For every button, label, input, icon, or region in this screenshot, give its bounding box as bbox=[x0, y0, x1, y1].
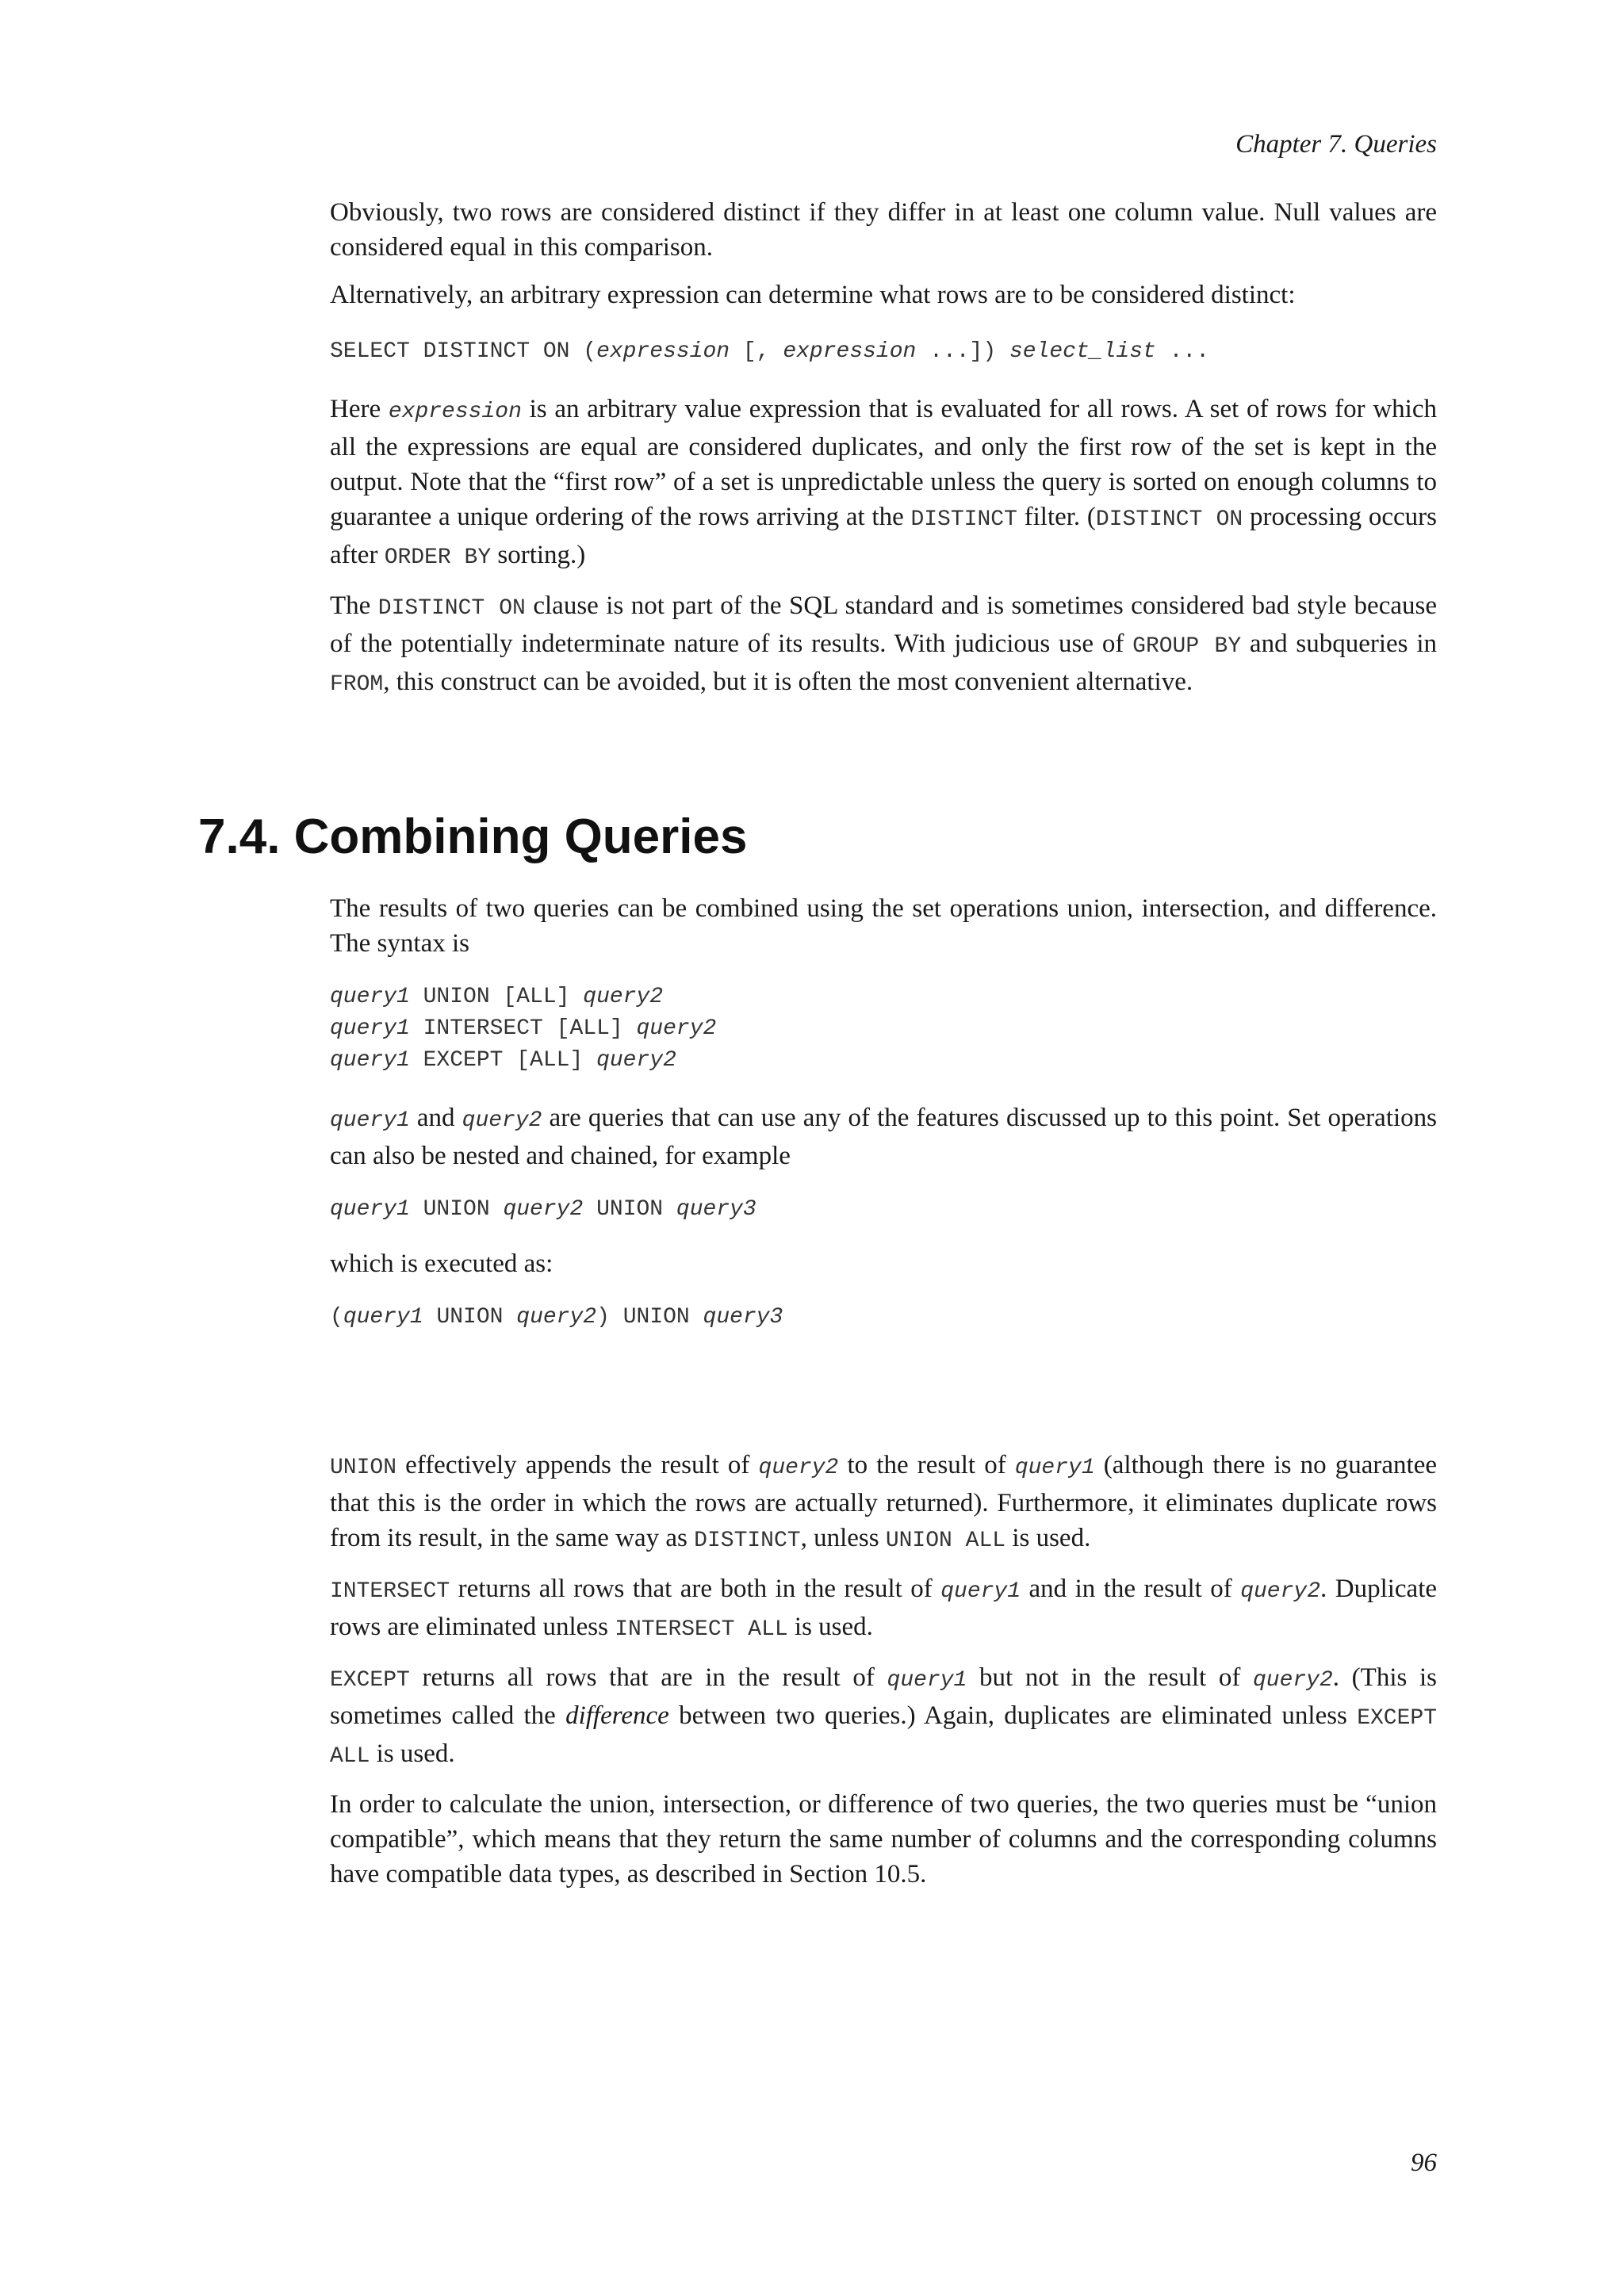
code-chained-union: query1 UNION query2 UNION query3 bbox=[330, 1197, 756, 1222]
intro-block bbox=[330, 195, 1437, 702]
paragraph-set-operations: The results of two queries can be combined using the set operations union, intersection, and difference. The syntax is bbox=[330, 894, 1437, 958]
paragraph-intersect: INTERSECT returns all rows that are both in the result of query1 and in the result of query2. Duplicate rows are eliminated unless INTERSECT ALL is used. bbox=[330, 1575, 1438, 1642]
inline-code: query1 bbox=[887, 1668, 967, 1693]
paragraph-union: UNION effectively appends the result of query2 to the result of query1 (although there is no guarantee that this is the order in which the rows are actually returned). Furthermore, it eliminates duplicate rows from its result, in the same way as DISTINCT, unless UNION ALL is used. bbox=[330, 1451, 1437, 1553]
inline-code: ORDER BY bbox=[384, 545, 492, 570]
inline-code: query2 bbox=[1240, 1579, 1321, 1604]
paragraph-except: EXCEPT returns all rows that are in the result of query1 but not in the result of query2. (This is sometimes called the difference between two queries.) Again, duplicates are eliminated unless EXCEPT ALL is used. bbox=[330, 1663, 1438, 1769]
inline-code: UNION ALL bbox=[885, 1529, 1006, 1553]
running-header: Chapter 7. Queries bbox=[1235, 130, 1437, 159]
section-block-syntax bbox=[330, 891, 1437, 1334]
inline-code: GROUP BY bbox=[1132, 634, 1242, 659]
paragraph-query-features: query1 and query2 are queries that can use any of the features discussed up to this point. Set operations can also be nested and chained, for example bbox=[330, 1104, 1437, 1170]
paragraph-distinct-rows: Obviously, two rows are considered distinct if they differ in at least one column value. Null values are considered equal in this comparison. bbox=[330, 198, 1437, 262]
inline-code: INTERSECT ALL bbox=[615, 1617, 788, 1642]
inline-code: INTERSECT bbox=[330, 1579, 450, 1604]
inline-code: query2 bbox=[462, 1108, 542, 1133]
code-set-syntax: query1 UNION [ALL] query2 query1 INTERSECT [ALL] query2 query1 EXCEPT [ALL] query2 bbox=[330, 985, 717, 1073]
code-distinct-on: SELECT DISTINCT ON (expression [, expression ...]) select_list ... bbox=[330, 339, 1210, 364]
paragraph-distinct-on-standard: The DISTINCT ON clause is not part of the SQL standard and is sometimes considered bad style because of the potentially indeterminate nature of its results. With judicious use of GROUP BY and subqueries in FROM, this construct can be avoided, but it is often the most convenient alternative. bbox=[330, 591, 1438, 697]
placeholder-select-list: select_list bbox=[1009, 339, 1156, 364]
inline-code: FROM bbox=[330, 672, 384, 697]
paragraph-executed-as: which is executed as: bbox=[330, 1249, 553, 1278]
page-number: 96 bbox=[1411, 2149, 1437, 2177]
inline-code: EXCEPT bbox=[330, 1668, 410, 1693]
inline-code: query2 bbox=[1252, 1668, 1333, 1693]
paragraph-union-compatible: In order to calculate the union, intersection, or difference of two queries, the two queries must be “union compatible”, which means that they return the same number of columns and the corresponding columns have compatible data types, as described in Section 10.5. bbox=[330, 1790, 1437, 1888]
inline-code: expression bbox=[388, 400, 522, 424]
placeholder-expression: expression bbox=[596, 339, 730, 364]
inline-code: EXCEPT ALL bbox=[330, 1706, 1438, 1769]
section-heading: 7.4. Combining Queries bbox=[198, 809, 748, 864]
emphasis-difference: difference bbox=[565, 1701, 669, 1730]
inline-code: query1 bbox=[330, 1108, 410, 1133]
inline-code: query1 bbox=[1014, 1456, 1095, 1480]
inline-code: DISTINCT ON bbox=[1095, 507, 1243, 532]
code-parenthesized-union: (query1 UNION query2) UNION query3 bbox=[330, 1305, 783, 1330]
inline-code: query1 bbox=[940, 1579, 1021, 1604]
inline-code: DISTINCT bbox=[910, 507, 1017, 532]
section-block-operators bbox=[330, 1448, 1437, 1892]
placeholder-expression: expression bbox=[783, 339, 917, 364]
inline-code: UNION bbox=[330, 1456, 397, 1480]
inline-code: query2 bbox=[758, 1456, 839, 1480]
paragraph-alternative: Alternatively, an arbitrary expression can determine what rows are to be considered distinct: bbox=[330, 281, 1296, 309]
paragraph-expression: Here expression is an arbitrary value expression that is evaluated for all rows. A set of rows for which all the expressions are equal are considered duplicates, and only the first row of the set is kept in the output. Note that the “first row” of a set is unpredictable unless the query is sorted on enough columns to guarantee a unique ordering of the rows arriving at the DISTINCT filter. (DISTINCT ON processing occurs after ORDER BY sorting.) bbox=[330, 395, 1437, 570]
inline-code: DISTINCT ON bbox=[377, 596, 526, 621]
inline-code: DISTINCT bbox=[694, 1529, 801, 1553]
